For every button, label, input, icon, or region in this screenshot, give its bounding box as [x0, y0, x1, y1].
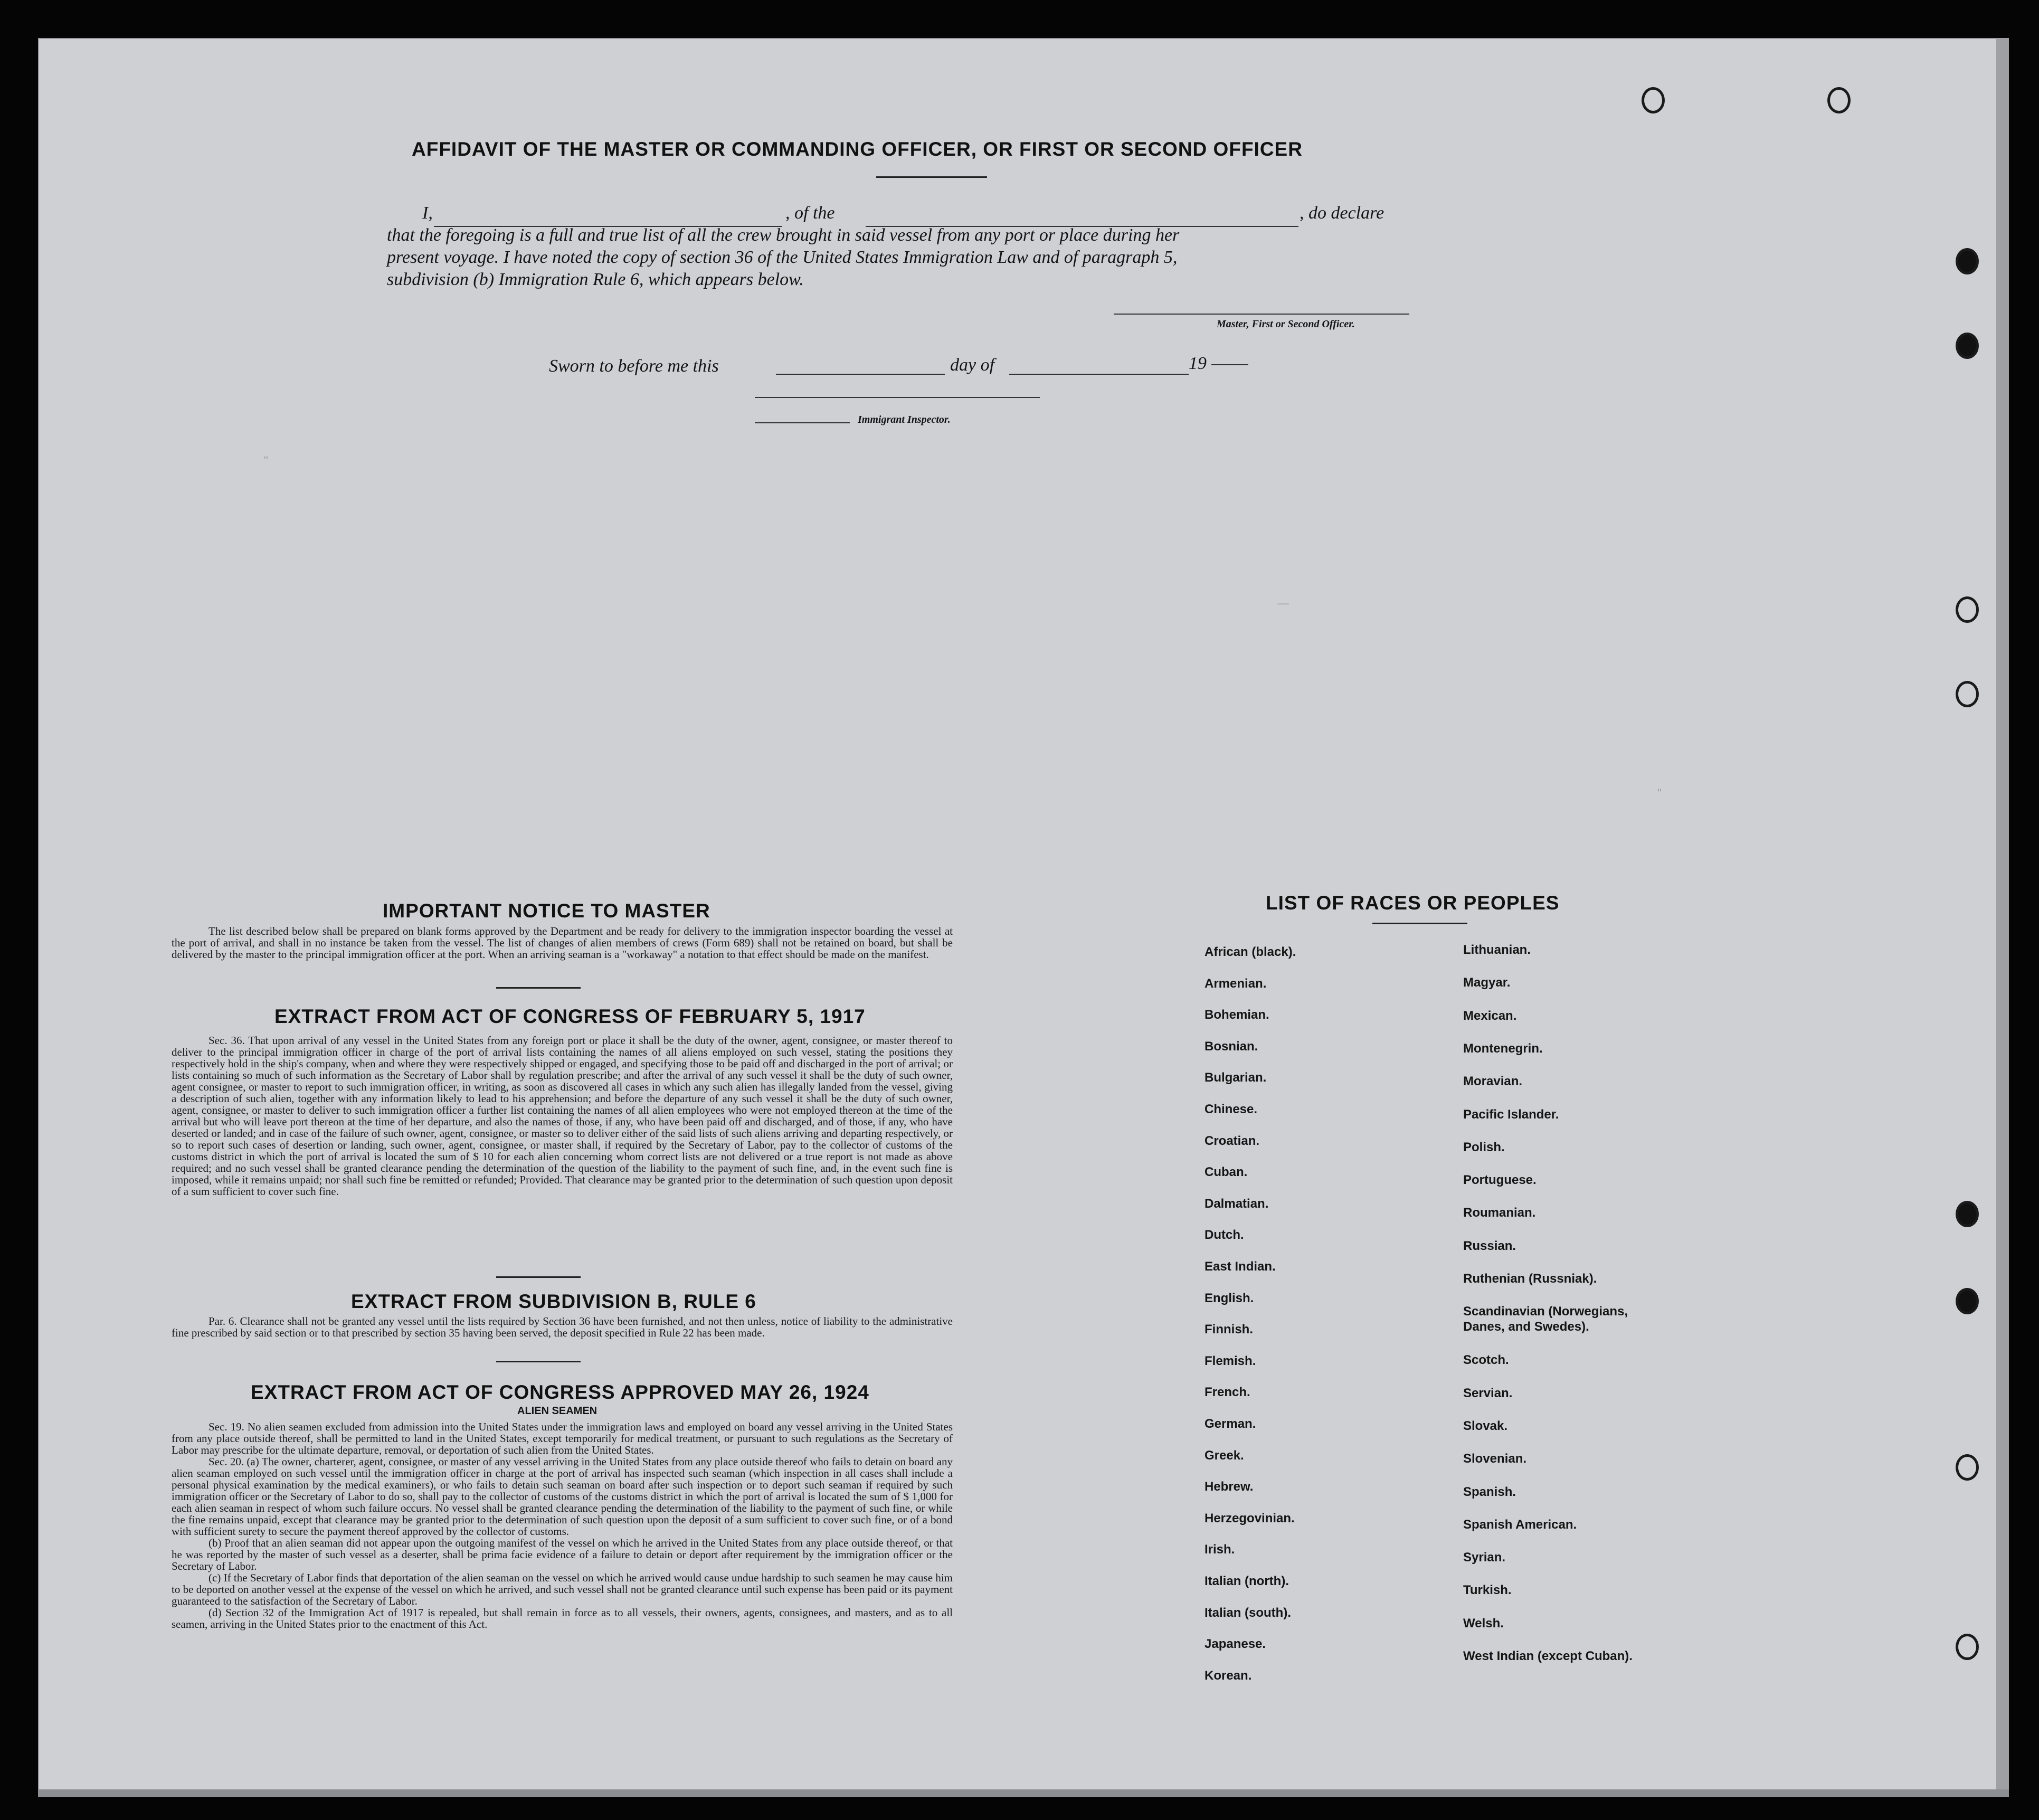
race-item: French.	[1205, 1385, 1250, 1400]
binder-hole-icon	[1642, 87, 1665, 113]
affidavit-body-line: present voyage. I have noted the copy of section 36 of the United States Immigration Law and of paragraph 5,	[387, 248, 1178, 267]
race-item: Scandinavian (Norwegians, Danes, and Swedes).	[1463, 1304, 1628, 1334]
bleed-through-mark: —	[1277, 596, 1289, 610]
race-item: Dutch.	[1205, 1228, 1244, 1243]
race-item: Bulgarian.	[1205, 1070, 1267, 1085]
extract-1924-title: EXTRACT FROM ACT OF CONGRESS APPROVED MAY 26, 1924	[251, 1381, 869, 1403]
sheet-edge	[1996, 38, 2009, 1789]
bleed-through-mark: "	[264, 454, 268, 467]
binder-hole-icon	[1956, 1288, 1979, 1314]
race-item: Bohemian.	[1205, 1008, 1269, 1022]
year-line	[1211, 364, 1248, 365]
binder-hole-icon	[1956, 681, 1979, 707]
race-item: Ruthenian (Russniak).	[1463, 1272, 1597, 1286]
race-item: Spanish.	[1463, 1484, 1516, 1499]
notice-text: The list described below shall be prepared on blank forms approved by the Department and be ready for delivery to the immigration inspector boarding the vessel at the port of arrival, and shall in no instance be taken from the vessel. The list of changes of alien members of crews (Form 689) shall not be retained on board, but shall be delivered by the master to the principal immigration officer at the port. When an arriving seaman is a "workaway" a notation to that effect should be made on the manifest.	[172, 925, 953, 961]
race-item: Armenian.	[1205, 976, 1267, 991]
race-item: Chinese.	[1205, 1102, 1258, 1116]
sec20a-paragraph: Sec. 20. (a) The owner, charterer, agent, consignee, or master of any vessel arriving in the United States from any place outside thereof who fails to detain on board any alien seaman employed on such vessel until the immigration officer in charge at the port of arrival has inspected such seaman (which inspection in all cases shall include a personal physical examination by the medical examiners), or who fails to detain such seaman on board after such inspection or to deport such seaman if required by such immigration officer or the Secretary of Labor to do so, shall pay to the collector of customs of the customs district in which the port of arrival is located the sum of $ 1,000 for each alien seaman in respect of whom such failure occurs. No vessel shall be granted clearance pending the determination of the liability to the payment of such fine, or while the fine remains unpaid, except that clearance may be granted prior to the determination of such question upon the deposit of a sum sufficient to cover such fine, or of a bond with sufficient surety to secure the payment thereof approved by the collector of customs.	[172, 1455, 953, 1538]
binder-hole-icon	[1956, 1201, 1979, 1227]
extract-1917-text: Sec. 36. That upon arrival of any vessel in the United States from any foreign port or place it shall be the duty of the owner, agent, consignee, or master thereof to deliver to the principal immigration officer in charge of the port of arrival lists containing the names of all aliens employed on such vessel, stating the positions they respectively hold in the ship's company, when and where they were respectively shipped or engaged, and specifying those to be paid off and discharged in the port of arrival; or lists containing so much of such information as the Secretary of Labor shall by regulation prescribe; and after the arrival of any such vessel it shall be the duty of such owner, agent consignee, or master to report to such immigration officer, in writing, as soon as discovered all cases in which any such alien has illegally landed from the vessel, giving a description of such alien, together with any information likely to lead to his apprehension; and before the departure of any such vessel it shall be the duty of such owner, agent, consignee, or master to deliver to such immigration officer a further list containing the names of all alien employees who were not employed thereon at the time of the arrival but who will leave port thereon at the time of her departure, and also the names of those, if any, who have been paid off and discharged, and of those, if any, who have deserted or landed; and in case of the failure of such owner, agent, consignee, or master so to deliver either of the said lists of such aliens arriving and departing respectively, or so to report such cases of desertion or landing, such owner, agent, consignee, or master shall, if required by the Secretary of Labor, pay to the collector of customs of the customs district in which the port of arrival is located the sum of $ 10 for each alien concerning whom correct lists are not delivered or a true report is not made as above required; and no such vessel shall be granted clearance pending the determination of the question of the liability to the payment of such fine, and, in the event such fine is imposed, while it remains unpaid; nor shall such fine be remitted or refunded; Provided. That clearance may be granted prior to the determination of such question upon deposit of a sum sufficient to cover such fine.	[172, 1034, 953, 1198]
binder-hole-icon	[1956, 333, 1979, 359]
notice-title: IMPORTANT NOTICE TO MASTER	[383, 900, 710, 922]
race-item: Syrian.	[1463, 1550, 1506, 1565]
race-item: Japanese.	[1205, 1637, 1266, 1652]
sheet-bottom-edge	[38, 1789, 2009, 1797]
race-item: Herzegovinian.	[1205, 1511, 1295, 1525]
do-declare-label: , do declare	[1300, 203, 1384, 223]
race-item: Servian.	[1463, 1386, 1513, 1400]
sec19-paragraph: Sec. 19. No alien seamen excluded from admission into the United States under the immigration laws and employed on board any vessel arriving in the United States from any place outside thereof, shall be permitted to land in the United States, except temporarily for medical treatment, or pursuant to such regulations as the Secretary of Labor may prescribe for the ultimate departure, removal, or deportation of such alien from the United States.	[172, 1420, 953, 1456]
race-item: Flemish.	[1205, 1353, 1256, 1368]
race-item: Cuban.	[1205, 1165, 1248, 1180]
binder-hole-icon	[1956, 248, 1979, 274]
race-item: Slovenian.	[1463, 1452, 1527, 1466]
sworn-month-line	[1009, 374, 1189, 375]
year-prefix: 19	[1189, 354, 1207, 373]
binder-hole-icon	[1956, 596, 1979, 623]
affidavit-body-line: that the foregoing is a full and true list of all the crew brought in said vessel from any port or place during her	[387, 225, 1180, 245]
affidavit-body	[387, 224, 1179, 291]
affidavit-title: AFFIDAVIT OF THE MASTER OR COMMANDING OFFICER, OR FIRST OR SECOND OFFICER	[412, 138, 1303, 160]
race-item: Spanish American.	[1463, 1517, 1577, 1532]
section-divider	[496, 1276, 581, 1278]
extract-1924-subtitle: ALIEN SEAMEN	[517, 1405, 598, 1417]
race-item: Mexican.	[1463, 1008, 1517, 1023]
race-item: German.	[1205, 1417, 1256, 1431]
title-underline	[876, 176, 987, 178]
rule6-text: Par. 6. Clearance shall not be granted any vessel until the lists required by Section 36 have been furnished, and not then unless, notice of liability to the administrative fine prescribed by said section or to that prescribed by section 35 having been served, the deposit specified in Rule 22 has been made.	[172, 1315, 953, 1339]
inspector-label: Immigrant Inspector.	[858, 414, 951, 425]
race-item: Polish.	[1463, 1140, 1505, 1154]
sec20d-paragraph: (d) Section 32 of the Immigration Act of 1917 is repealed, but shall remain in force as to all vessels, their owners, agents, consignees, and masters, and as to all seamen, arriving in the United States prior to the enactment of this Act.	[172, 1606, 953, 1631]
race-item: East Indian.	[1205, 1259, 1276, 1274]
bleed-through-mark: "	[1657, 786, 1662, 800]
race-item: Russian.	[1463, 1238, 1516, 1253]
race-item: Croatian.	[1205, 1133, 1260, 1148]
signature-line	[1114, 314, 1409, 315]
race-item: Korean.	[1205, 1668, 1252, 1683]
sec20c-paragraph: (c) If the Secretary of Labor finds that deportation of the alien seaman on the vessel on which he arrived would cause undue hardship to such seamen he may cause him to be deported on another vessel at the expense of the vessel on which he arrived, and such vessel shall not be granted clearance until such expense has been paid or its payment guaranteed to the satisfaction of the Secretary of Labor.	[172, 1571, 953, 1607]
binder-hole-icon	[1956, 1634, 1979, 1660]
race-item: Pacific Islander.	[1463, 1107, 1559, 1122]
race-item: Irish.	[1205, 1542, 1235, 1557]
race-item: Lithuanian.	[1463, 943, 1531, 957]
officer-line	[755, 397, 1040, 398]
race-item: Italian (south).	[1205, 1605, 1291, 1620]
race-item: Finnish.	[1205, 1322, 1253, 1337]
races-title: LIST OF RACES OR PEOPLES	[1266, 892, 1560, 914]
rule6-title: EXTRACT FROM SUBDIVISION B, RULE 6	[351, 1291, 756, 1312]
race-item: English.	[1205, 1291, 1254, 1305]
race-item: Dalmatian.	[1205, 1196, 1269, 1211]
race-item: Portuguese.	[1463, 1173, 1537, 1188]
race-item: Scotch.	[1463, 1353, 1509, 1368]
race-item: Italian (north).	[1205, 1574, 1289, 1588]
race-item: Turkish.	[1463, 1583, 1512, 1598]
extract-1917-title: EXTRACT FROM ACT OF CONGRESS OF FEBRUARY 5, 1917	[274, 1006, 866, 1027]
sworn-label: Sworn to before me this	[549, 356, 719, 376]
race-item: Greek.	[1205, 1448, 1244, 1463]
declarant-prefix: I,	[422, 203, 433, 223]
binder-hole-icon	[1827, 87, 1851, 113]
extract-1924-text	[172, 1421, 953, 1630]
race-item: Roumanian.	[1463, 1206, 1536, 1220]
of-the-label: , of the	[785, 203, 835, 223]
races-title-underline	[1372, 923, 1467, 924]
race-item: African (black).	[1205, 945, 1296, 959]
section-divider	[496, 987, 581, 989]
race-item: Montenegrin.	[1463, 1041, 1543, 1056]
binder-hole-icon	[1956, 1454, 1979, 1481]
race-item: Slovak.	[1463, 1418, 1508, 1433]
race-item: Magyar.	[1463, 975, 1511, 990]
signature-label: Master, First or Second Officer.	[1217, 318, 1355, 330]
race-item: Hebrew.	[1205, 1480, 1254, 1494]
day-of-label: day of	[950, 355, 995, 375]
race-item: Bosnian.	[1205, 1039, 1258, 1054]
sec20b-paragraph: (b) Proof that an alien seaman did not appear upon the outgoing manifest of the vessel on which he arrived in the United States from any place outside thereof, or that he was reported by the master of such vessel as a deserter, shall be prima facie evidence of a failure to detain or deport after requirement by the immigration officer or the Secretary of Labor.	[172, 1537, 953, 1572]
section-divider	[496, 1361, 581, 1362]
race-item: Welsh.	[1463, 1616, 1504, 1631]
inspector-line	[755, 422, 850, 423]
race-item: Moravian.	[1463, 1074, 1523, 1089]
affidavit-body-line: subdivision (b) Immigration Rule 6, which appears below.	[387, 270, 804, 289]
race-item: West Indian (except Cuban).	[1463, 1649, 1633, 1663]
sworn-day-line	[776, 374, 945, 375]
